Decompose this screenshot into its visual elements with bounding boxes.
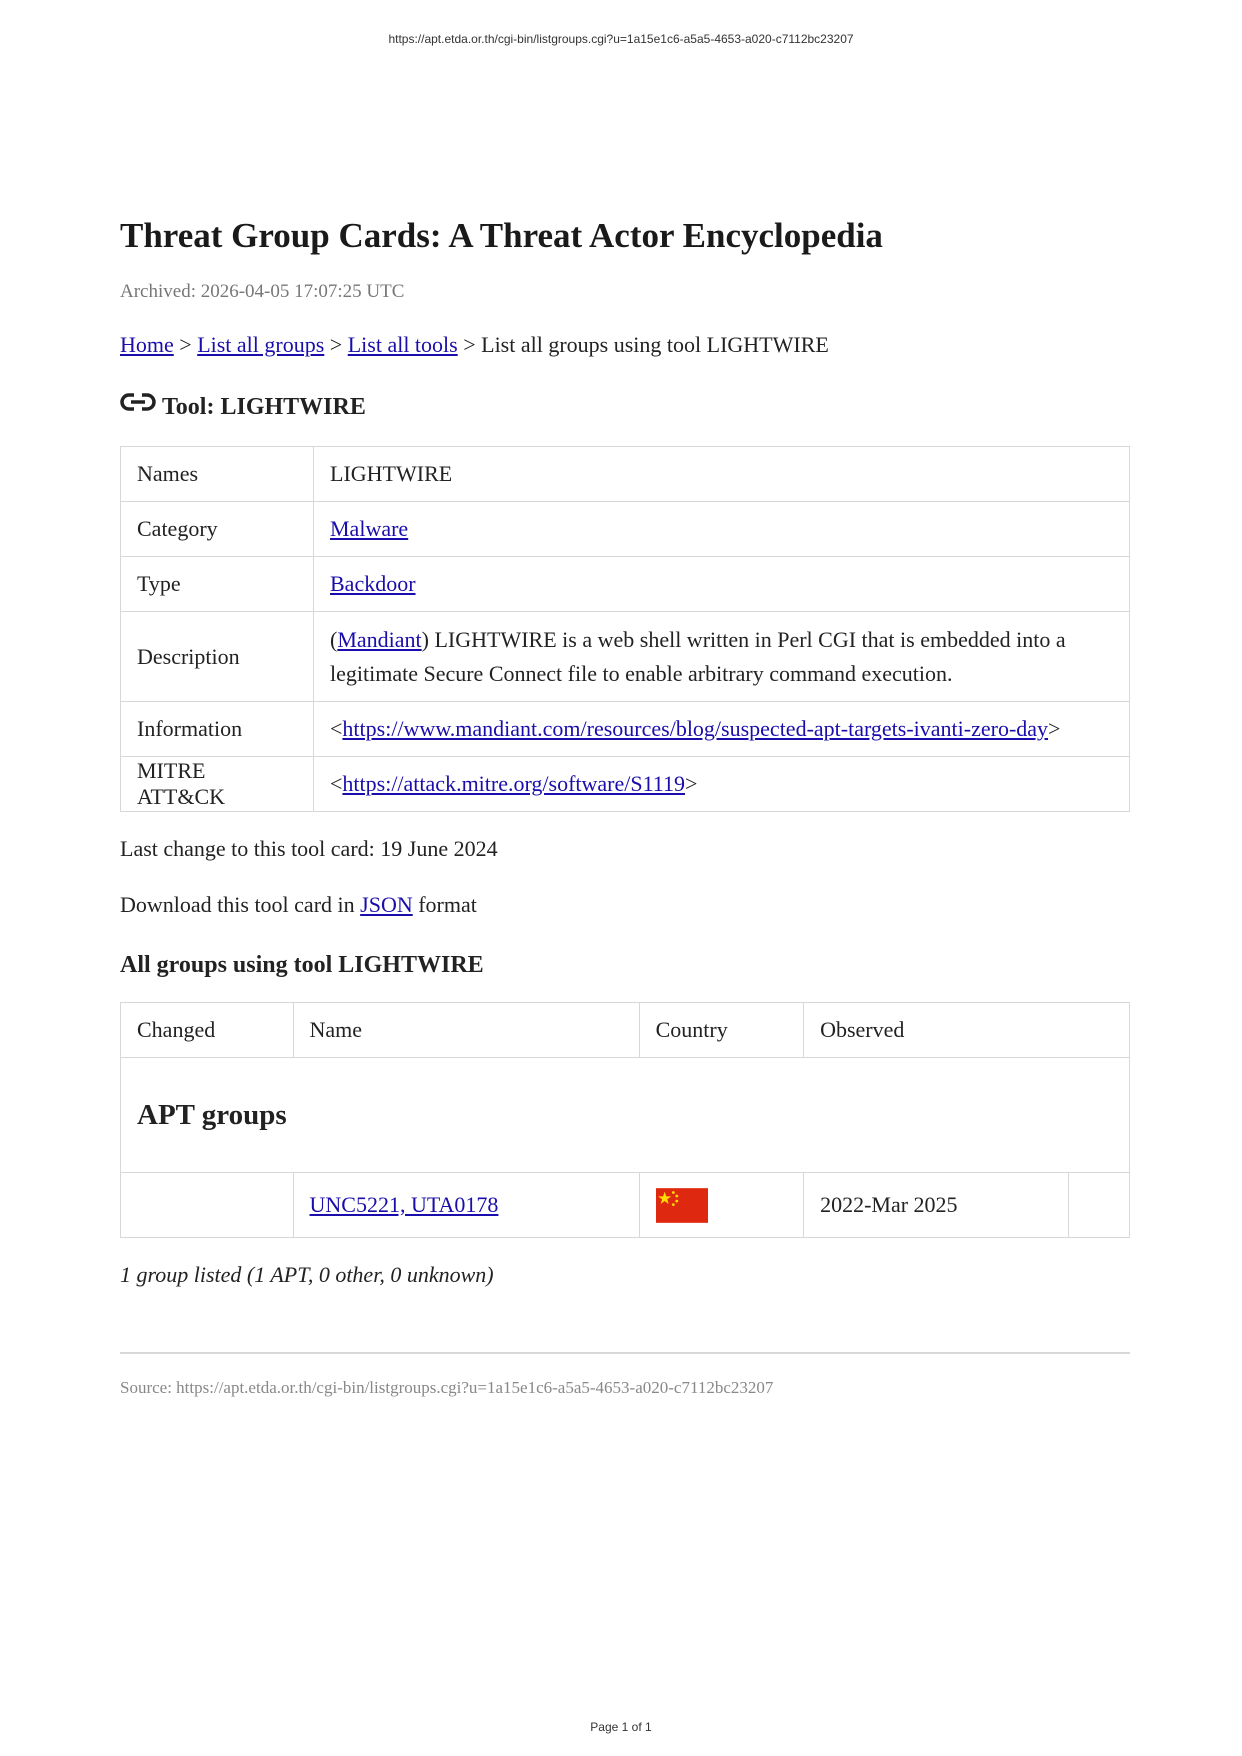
type-cell xyxy=(314,557,1130,612)
tool-heading xyxy=(120,390,1130,424)
source-text: Source: https://apt.etda.or.th/cgi-bin/listgroups.cgi?u=1a15e1c6-a5a5-4653-a020-c7112bc23207 xyxy=(120,1378,774,1397)
table-row xyxy=(121,1173,1130,1238)
tool-info-table xyxy=(120,446,1130,812)
column-header-changed: Changed xyxy=(121,1003,294,1058)
information-cell xyxy=(314,702,1130,757)
tool-info-row xyxy=(121,757,1130,812)
download-line xyxy=(120,890,1130,920)
mitre-cell xyxy=(314,757,1130,812)
breadcrumb-groups-link[interactable]: List all groups xyxy=(197,332,325,357)
information-link[interactable]: https://www.mandiant.com/resources/blog/suspected-apt-targets-ivanti-zero-day xyxy=(342,716,1049,741)
link-icon xyxy=(120,392,156,414)
country-cell xyxy=(639,1173,803,1238)
names-label: Names xyxy=(121,447,314,502)
groups-table xyxy=(120,1002,1130,1238)
mitre-link[interactable]: https://attack.mitre.org/software/S1119 xyxy=(342,771,685,796)
tool-heading-text: Tool: LIGHTWIRE xyxy=(162,394,366,420)
page-number: Page 1 of 1 xyxy=(590,1720,652,1734)
column-header-observed: Observed xyxy=(804,1003,1130,1058)
description-text: ) LIGHTWIRE is a web shell written in Perl CGI that is embedded into a legitimate Secure Connect file to enable arbitrary command execution. xyxy=(330,626,1066,686)
tool-info-row xyxy=(121,557,1130,612)
print-header-url: https://apt.etda.or.th/cgi-bin/listgroups.cgi?u=1a15e1c6-a5a5-4653-a020-c7112bc23207 xyxy=(388,32,854,46)
name-cell xyxy=(293,1173,639,1238)
download-after: format xyxy=(412,892,477,917)
section-label-apt: APT groups xyxy=(121,1058,1130,1173)
empty-cell xyxy=(1069,1173,1130,1238)
breadcrumb-separator: > xyxy=(173,332,198,357)
breadcrumb-tools-link[interactable]: List all tools xyxy=(347,332,458,357)
names-value: LIGHTWIRE xyxy=(314,447,1130,502)
information-gt: > xyxy=(1048,716,1061,741)
mitre-label: MITRE ATT&CK xyxy=(121,757,314,812)
description-paren: ( xyxy=(330,626,338,652)
section-row-apt xyxy=(121,1058,1130,1173)
changed-cell xyxy=(121,1173,294,1238)
mitre-lt: < xyxy=(330,771,343,796)
breadcrumb-separator: > xyxy=(324,332,348,357)
breadcrumb xyxy=(120,330,1130,360)
tool-info-row xyxy=(121,447,1130,502)
column-header-country: Country xyxy=(639,1003,803,1058)
category-cell xyxy=(314,502,1130,557)
tool-info-row xyxy=(121,612,1130,702)
type-link[interactable]: Backdoor xyxy=(330,571,416,596)
groups-summary: 1 group listed (1 APT, 0 other, 0 unknown) xyxy=(120,1262,494,1287)
description-source-link[interactable]: Mandiant xyxy=(337,626,422,652)
breadcrumb-current: > List all groups using tool LIGHTWIRE xyxy=(457,332,829,357)
tool-info-row xyxy=(121,502,1130,557)
json-download-link[interactable]: JSON xyxy=(360,892,413,917)
page-title: Threat Group Cards: A Threat Actor Encyclopedia xyxy=(120,216,883,255)
description-label: Description xyxy=(121,612,314,702)
archived-timestamp: Archived: 2026-04-05 17:07:25 UTC xyxy=(120,281,405,302)
breadcrumb-home-link[interactable]: Home xyxy=(120,332,174,357)
tool-info-row xyxy=(121,702,1130,757)
download-before: Download this tool card in xyxy=(120,892,361,917)
china-flag-icon xyxy=(656,1188,708,1223)
information-lt: < xyxy=(330,716,343,741)
last-change-text: Last change to this tool card: 19 June 2024 xyxy=(120,836,498,861)
observed-cell: 2022-Mar 2025 xyxy=(804,1173,1069,1238)
category-link[interactable]: Malware xyxy=(330,516,409,541)
information-label: Information xyxy=(121,702,314,757)
type-label: Type xyxy=(121,557,314,612)
column-header-name: Name xyxy=(293,1003,639,1058)
description-cell xyxy=(314,612,1130,702)
group-name-link[interactable]: UNC5221, UTA0178 xyxy=(309,1192,499,1217)
divider xyxy=(120,1352,1130,1354)
page-content xyxy=(120,212,1130,1400)
mitre-gt: > xyxy=(685,771,698,796)
groups-heading: All groups using tool LIGHTWIRE xyxy=(120,952,484,978)
table-header-row xyxy=(121,1003,1130,1058)
category-label: Category xyxy=(121,502,314,557)
